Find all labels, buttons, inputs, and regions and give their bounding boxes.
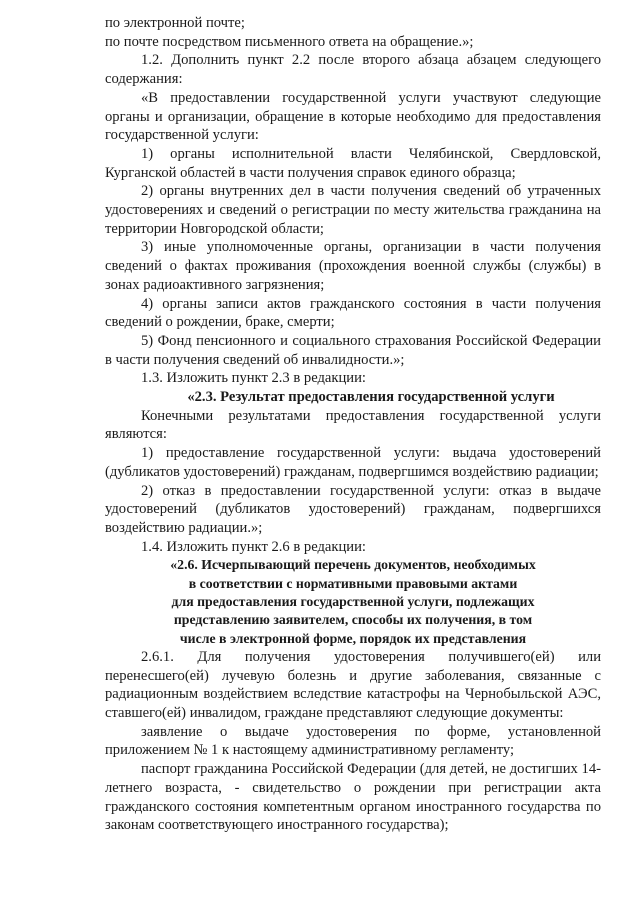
result-item-1: 1) предоставление государственной услуги: выдача удостоверений (дубликатов удостоверений) гражданам, подвергшимся воздействию радиации; xyxy=(105,445,601,480)
doc-item-application: заявление о выдаче удостоверения по форме, установленной приложением № 1 к настоящему административному регламенту; xyxy=(105,723,601,759)
para-participants: «В предоставлении государственной услуги участвуют следующие органы и организации, обращение в которые необходимо для предоставления государственной услуги: xyxy=(105,89,601,144)
para-1-3: 1.3. Изложить пункт 2.3 в редакции: xyxy=(141,370,366,387)
para-post: по почте посредством письменного ответа на обращение.»; xyxy=(105,33,474,50)
para-email: по электронной почте; xyxy=(105,15,245,31)
list-item-4: 4) органы записи актов гражданского состояния в части получения сведений о рождении, браке, смерти; xyxy=(105,295,601,331)
list-item-3: 3) иные уполномоченные органы, организации в части получения сведений о фактах проживания (прохождения военной службы (службы) в зонах радиоактивного загрязнения; xyxy=(105,239,601,293)
section-heading-2-6-line-3: для предоставления государственной услуги, подлежащих xyxy=(171,593,535,609)
para-1-4: 1.4. Изложить пункт 2.6 в редакции: xyxy=(141,538,366,555)
para-results-intro: Конечными результатами предоставления государственной услуги являются: xyxy=(105,407,601,443)
para-1-2: 1.2. Дополнить пункт 2.2 после второго абзаца абзацем следующего содержания: xyxy=(105,52,601,88)
list-item-2: 2) органы внутренних дел в части получения сведений об утраченных удостоверениях и сведений о регистрации по месту жительства гражданина на территории Новгородской области; xyxy=(105,183,601,237)
section-heading-2-6-line-1: «2.6. Исчерпывающий перечень документов, необходимых xyxy=(170,557,536,573)
list-item-1: 1) органы исполнительной власти Челябинской, Свердловской, Курганской областей в части получения справок единого образца; xyxy=(105,145,601,181)
list-item-5: 5) Фонд пенсионного и социального страхования Российской Федерации в части получения сведений об инвалидности.»; xyxy=(105,332,601,368)
section-heading-2-3: «2.3. Результат предоставления государственной услуги xyxy=(187,389,555,406)
section-heading-2-6-line-4: представлению заявителем, способы их получения, в том xyxy=(173,612,533,628)
para-2-6-1: 2.6.1. Для получения удостоверения получившего(ей) или перенесшего(ей) лучевую болезнь и другие заболевания, связанные с радиационным воздействием вследствие катастрофы на Чернобыльской АЭС, ставшего(ей) инвалидом, граждане представляют следующие документы: xyxy=(105,648,601,721)
section-heading-2-6-line-5: числе в электронной форме, порядок их представления xyxy=(179,630,527,646)
section-heading-2-6-line-2: в соответствии с нормативными правовыми актами xyxy=(188,575,518,591)
doc-item-passport: паспорт гражданина Российской Федерации (для детей, не достигших 14-летнего возраста, - свидетельство о рождении при регистрации акта гражданского состояния компетентным органом иностранного государства по законам соответствующего иностранного государства); xyxy=(105,761,601,834)
result-item-2: 2) отказ в предоставлении государственной услуги: отказ в выдаче удостоверений (дубликатов удостоверений) гражданам, подвергшихся воздействию радиации.»; xyxy=(105,482,601,536)
